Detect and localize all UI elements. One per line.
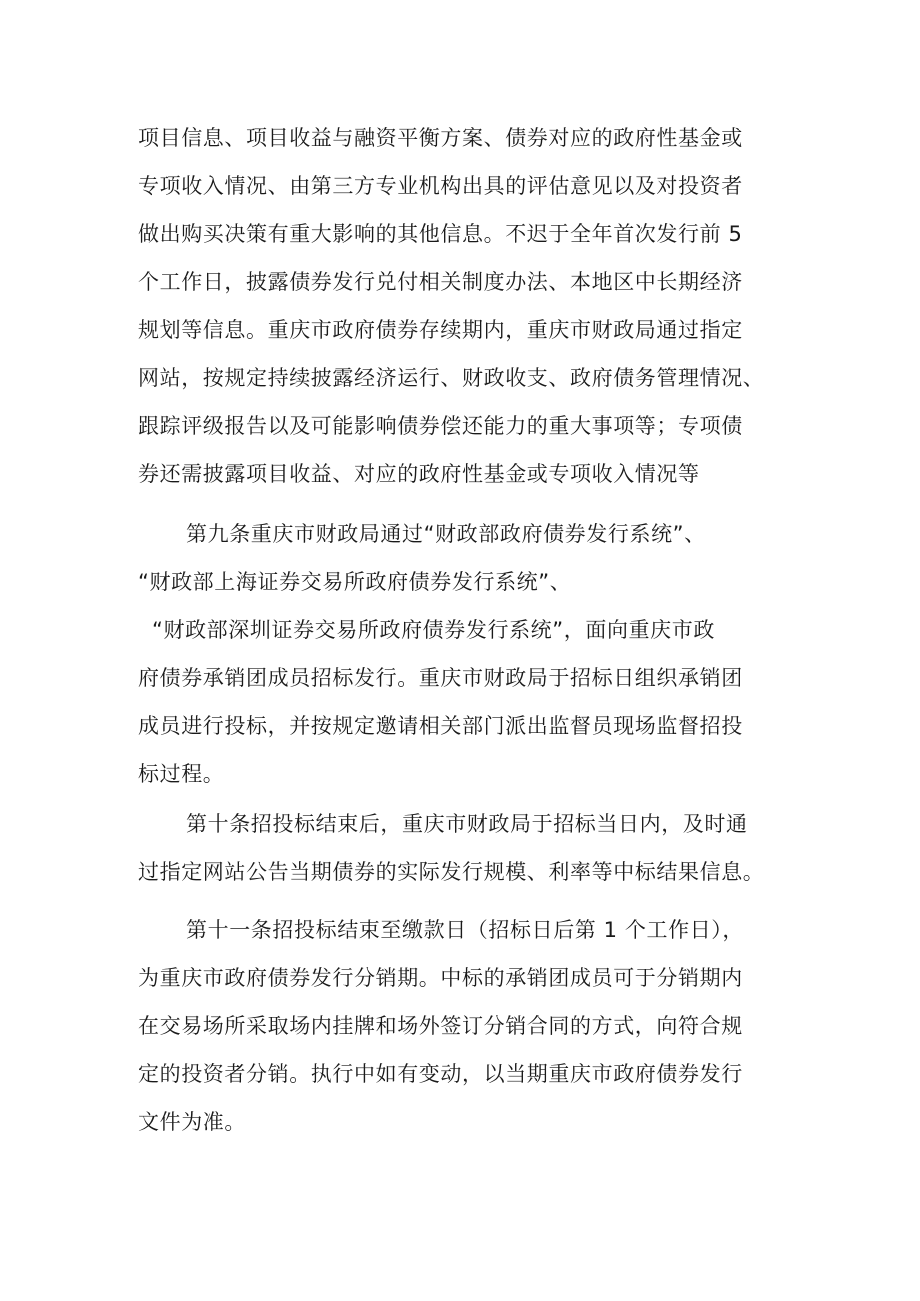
text-line: “财政部深圳证券交易所政府债券发行系统”，面向重庆市政 <box>152 618 715 642</box>
paragraph-article-10 <box>138 800 798 896</box>
text-line: 第十一条招投标结束至缴款日（招标日后第 1 个工作日）， <box>186 918 745 942</box>
text-line: 个工作日，披露债券发行兑付相关制度办法、本地区中长期经济 <box>138 270 743 294</box>
text-line: 为重庆市政府债券发行分销期。中标的承销团成员可于分销期内 <box>138 966 743 990</box>
paragraph-disclosure <box>138 114 798 498</box>
text-line: 成员进行投标，并按规定邀请相关部门派出监督员现场监督招投 <box>138 714 743 738</box>
text-line: 定的投资者分销。执行中如有变动，以当期重庆市政府债券发行 <box>138 1062 743 1086</box>
text-line: 项目信息、项目收益与融资平衡方案、债券对应的政府性基金或 <box>138 126 743 150</box>
text-line: 标过程。 <box>138 762 225 786</box>
text-line: 文件为准。 <box>138 1110 246 1134</box>
text-line: 专项收入情况、由第三方专业机构出具的评估意见以及对投资者 <box>138 174 743 198</box>
text-line: 第九条重庆市财政局通过“财政部政府债券发行系统”、 <box>186 522 706 546</box>
text-line: 网站，按规定持续披露经济运行、财政收支、政府债务管理情况、 <box>138 366 765 390</box>
text-line: 做出购买决策有重大影响的其他信息。不迟于全年首次发行前 5 <box>138 222 743 246</box>
paragraph-article-11 <box>138 906 798 1146</box>
paragraph-article-9 <box>138 510 798 798</box>
text-line: 规划等信息。重庆市政府债券存续期内，重庆市财政局通过指定 <box>138 318 743 342</box>
text-line: “财政部上海证券交易所政府债券发行系统”、 <box>138 570 572 594</box>
text-line: 券还需披露项目收益、对应的政府性基金或专项收入情况等 <box>138 462 700 486</box>
text-line: 第十条招投标结束后，重庆市财政局于招标当日内，及时通 <box>186 812 748 836</box>
text-line: 过指定网站公告当期债券的实际发行规模、利率等中标结果信息。 <box>138 860 765 884</box>
text-line: 在交易场所采取场内挂牌和场外签订分销合同的方式，向符合规 <box>138 1014 743 1038</box>
text-line: 跟踪评级报告以及可能影响债券偿还能力的重大事项等；专项债 <box>138 414 743 438</box>
text-line: 府债券承销团成员招标发行。重庆市财政局于招标日组织承销团 <box>138 666 743 690</box>
